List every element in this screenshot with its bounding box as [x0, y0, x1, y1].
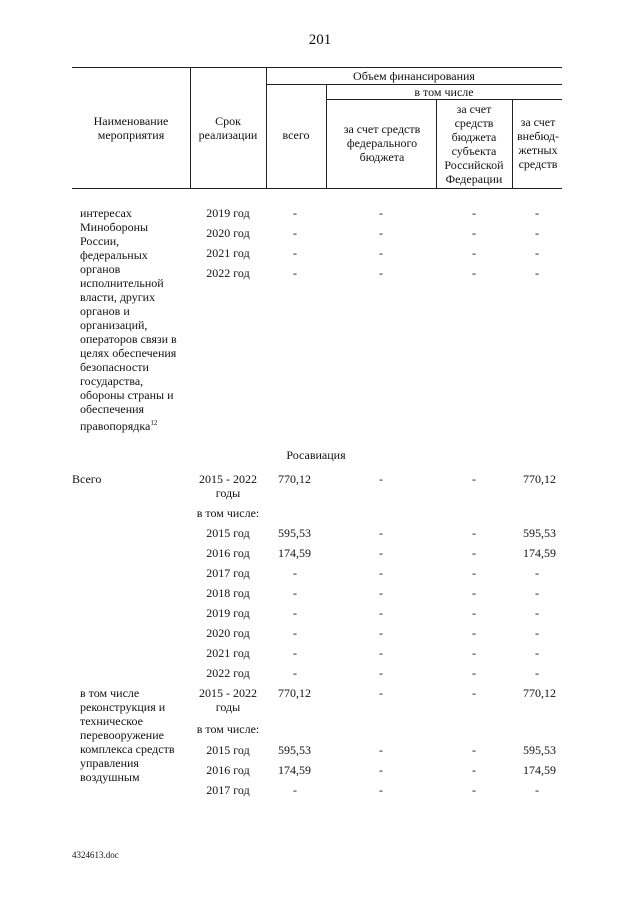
block1-name [80, 206, 188, 433]
name-line: комплекса средств [80, 742, 175, 756]
page-number: 201 [308, 32, 332, 48]
extrabudget-value: 595,53 [523, 526, 556, 540]
including-label: в том числе: [196, 722, 260, 736]
divider-total-fed [326, 84, 327, 188]
header-top-rule [72, 67, 562, 68]
footer-filename: 4324613.doc [72, 850, 119, 860]
total-value: - [293, 206, 297, 220]
total-value: - [293, 783, 297, 797]
term: 2022 год [206, 666, 250, 680]
total-value: - [293, 266, 297, 280]
extrabudget-value: - [535, 246, 539, 260]
extrabudget-value: - [535, 226, 539, 240]
federal-value: - [379, 472, 383, 486]
name-line: России, [80, 234, 120, 248]
regional-value: - [472, 472, 476, 486]
name-line: операторов связи в [80, 332, 177, 346]
name-line: обороны страны и [80, 388, 174, 402]
total-value: - [293, 606, 297, 620]
regional-value: - [472, 783, 476, 797]
name-line: организаций, [80, 318, 148, 332]
name-line: реконструкция и [80, 700, 166, 714]
regional-value: - [472, 526, 476, 540]
header-term: Срок реализации [198, 114, 258, 142]
federal-value: - [379, 763, 383, 777]
name-line: воздушным [80, 770, 140, 784]
federal-value: - [379, 246, 383, 260]
name-line: обеспечения [80, 402, 145, 416]
extrabudget-value: - [535, 566, 539, 580]
total-value: 770,12 [278, 472, 311, 486]
divider-fed-reg [436, 99, 437, 188]
name-line: правопорядка [80, 419, 151, 433]
regional-value: - [472, 626, 476, 640]
extrabudget-value: - [535, 783, 539, 797]
regional-value: - [472, 246, 476, 260]
period-cell [190, 686, 266, 714]
including-label: в том числе: [196, 506, 260, 520]
extrabudget-value: - [535, 266, 539, 280]
term: 2020 год [206, 226, 250, 240]
total-value: 174,59 [278, 546, 311, 560]
name-line: в том числе [80, 686, 140, 700]
regional-value: - [472, 266, 476, 280]
federal-value: - [379, 743, 383, 757]
regional-value: - [472, 566, 476, 580]
federal-value: - [379, 606, 383, 620]
name-line: Минобороны [80, 220, 149, 234]
federal-value: - [379, 586, 383, 600]
header-bottom-rule [72, 188, 562, 189]
name-line: целях обеспечения [80, 346, 177, 360]
total-value: 595,53 [278, 526, 311, 540]
regional-value: - [472, 743, 476, 757]
table-row [190, 206, 266, 220]
regional-value: - [472, 206, 476, 220]
term: 2021 год [206, 646, 250, 660]
federal-value: - [379, 646, 383, 660]
federal-value: - [379, 666, 383, 680]
term: 2019 год [206, 206, 250, 220]
term: 2018 год [206, 586, 250, 600]
period-line: 2015 - 2022 [199, 472, 257, 486]
total-value: 174,59 [278, 763, 311, 777]
extrabudget-value: - [535, 666, 539, 680]
extrabudget-value: 595,53 [523, 743, 556, 757]
regional-value: - [472, 686, 476, 700]
header-extrabudget: за счет внебюд-жетных средств [517, 115, 559, 171]
total-value: - [293, 566, 297, 580]
block3-name [80, 686, 188, 784]
total-value: - [293, 226, 297, 240]
total-value: 770,12 [278, 686, 311, 700]
extrabudget-value: 174,59 [523, 763, 556, 777]
federal-value: - [379, 626, 383, 640]
term: 2020 год [206, 626, 250, 640]
period-line: годы [215, 486, 241, 500]
period-line: 2015 - 2022 [199, 686, 257, 700]
total-value: - [293, 666, 297, 680]
term: 2016 год [206, 763, 250, 777]
federal-value: - [379, 226, 383, 240]
divider-name-term [190, 67, 191, 188]
federal-value: - [379, 526, 383, 540]
extrabudget-value: 174,59 [523, 546, 556, 560]
name-line: интересах [80, 206, 132, 220]
divider-reg-ext [512, 99, 513, 188]
header-regional: за счет средств бюджета субъекта Российской Федерации [444, 102, 504, 186]
extrabudget-value: - [535, 626, 539, 640]
regional-value: - [472, 606, 476, 620]
regional-value: - [472, 586, 476, 600]
extrabudget-value: - [535, 586, 539, 600]
header-federal: за счет средств федерального бюджета [343, 122, 421, 164]
name-line-last [80, 416, 188, 433]
row-name: Всего [72, 472, 102, 486]
total-value: - [293, 626, 297, 640]
footnote-marker: 12 [150, 419, 158, 427]
including-rule [326, 99, 562, 100]
regional-value: - [472, 546, 476, 560]
section-title: Росавиация [286, 448, 346, 462]
name-line: государства, [80, 374, 144, 388]
name-line: управления [80, 756, 139, 770]
extrabudget-value: 770,12 [523, 686, 556, 700]
federal-value: - [379, 266, 383, 280]
federal-value: - [379, 566, 383, 580]
federal-value: - [379, 206, 383, 220]
term: 2022 год [206, 266, 250, 280]
name-line: власти, других [80, 290, 156, 304]
period-cell [190, 472, 266, 500]
name-line: органов [80, 262, 121, 276]
header-including: в том числе [414, 85, 474, 99]
divider-term-total [266, 67, 267, 188]
term: 2019 год [206, 606, 250, 620]
header-total: всего [282, 128, 310, 142]
regional-value: - [472, 763, 476, 777]
total-value: 595,53 [278, 743, 311, 757]
extrabudget-value: - [535, 606, 539, 620]
regional-value: - [472, 646, 476, 660]
term: 2015 год [206, 526, 250, 540]
name-line: органов и [80, 304, 130, 318]
federal-value: - [379, 686, 383, 700]
regional-value: - [472, 666, 476, 680]
term: 2021 год [206, 246, 250, 260]
name-line: исполнительной [80, 276, 164, 290]
federal-value: - [379, 783, 383, 797]
regional-value: - [472, 226, 476, 240]
total-value: - [293, 586, 297, 600]
term: 2017 год [206, 783, 250, 797]
total-value: - [293, 246, 297, 260]
name-line: перевооружение [80, 728, 164, 742]
extrabudget-value: 770,12 [523, 472, 556, 486]
federal-value: - [379, 546, 383, 560]
period-line: годы [215, 700, 241, 714]
total-value: - [293, 646, 297, 660]
name-line: техническое [80, 714, 143, 728]
term: 2015 год [206, 743, 250, 757]
term: 2017 год [206, 566, 250, 580]
header-name: Наименование мероприятия [93, 114, 169, 142]
header-funding: Объем финансирования [353, 69, 475, 83]
term: 2016 год [206, 546, 250, 560]
extrabudget-value: - [535, 646, 539, 660]
name-line: безопасности [80, 360, 149, 374]
name-line: федеральных [80, 248, 148, 262]
extrabudget-value: - [535, 206, 539, 220]
